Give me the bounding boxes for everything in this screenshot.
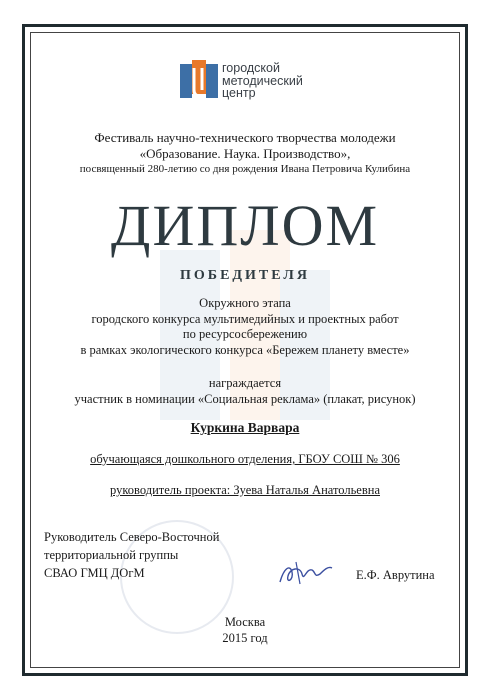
place-date xyxy=(22,614,468,646)
year: 2015 год xyxy=(222,631,268,645)
stage-line-4: в рамках экологического конкурса «Бережем планету вместе» xyxy=(80,342,410,357)
logo-line-2: методический xyxy=(222,73,303,88)
festival-line-1: Фестиваль научно-технического творчества молодежи xyxy=(94,130,396,145)
school-line: обучающаяся дошкольного отделения, ГБОУ СОШ № 306 xyxy=(90,452,400,466)
stage-description xyxy=(22,296,468,358)
festival-line-2: «Образование. Наука. Производство», xyxy=(139,146,351,161)
head-line-3: СВАО ГМЦ ДОгМ xyxy=(44,566,145,580)
stage-line-3: по ресурсосбережению xyxy=(182,327,308,341)
gmc-logo-icon xyxy=(180,60,218,102)
gmc-logo xyxy=(180,60,360,108)
logo-line-3: центр xyxy=(222,86,256,100)
winner-name: Куркина Варвара xyxy=(190,420,300,435)
festival-line-3: посвященный 280-летию со дня рождения Ивана Петровича Кулибина xyxy=(79,163,411,175)
head-line-1: Руководитель Северо-Восточной xyxy=(44,530,220,544)
head-line-2: территориальной группы xyxy=(44,548,179,562)
diploma-title: ДИПЛОМ xyxy=(110,193,380,258)
mentor-line: руководитель проекта: Зуева Наталья Анатольевна xyxy=(109,483,380,497)
award-line-1: награждается xyxy=(208,376,282,390)
head-title xyxy=(44,528,219,582)
handwritten-signature xyxy=(276,558,336,588)
city: Москва xyxy=(224,615,266,629)
signer-name: Е.Ф. Аврутина xyxy=(356,568,435,582)
stage-line-2: городского конкурса мультимедийных и проектных работ xyxy=(91,311,399,326)
stage-line-1: Окружного этапа xyxy=(199,296,291,310)
logo-text xyxy=(222,62,303,100)
diploma-subtitle: ПОБЕДИТЕЛЯ xyxy=(180,268,310,283)
award-line-2: участник в номинации «Социальная реклама» (плакат, рисунок) xyxy=(74,392,416,406)
logo-line-1: городской xyxy=(222,61,280,75)
